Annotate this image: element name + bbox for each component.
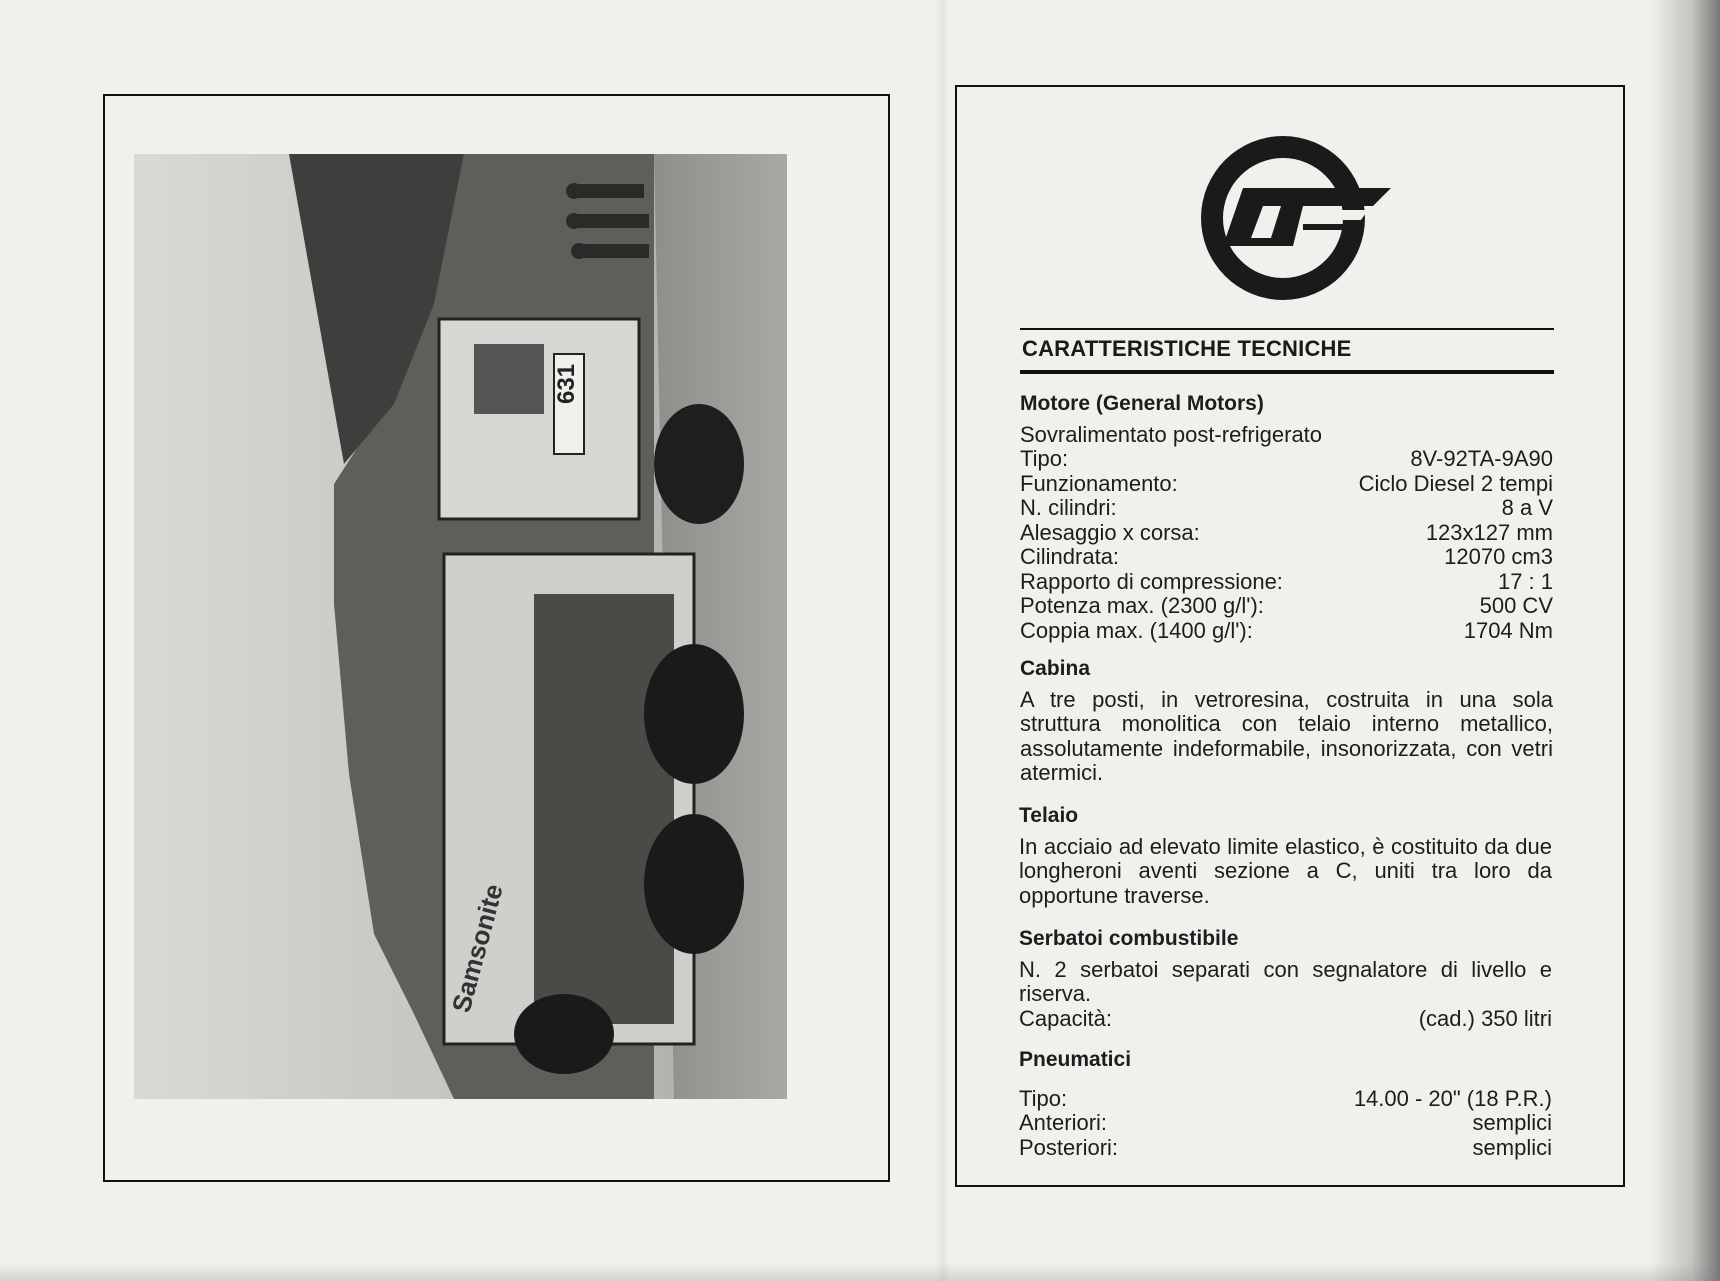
- telaio-text: In acciaio ad elevato limite elastico, è costituito da due longheroni aventi sezione a C, uniti tra loro da opportune traverse.: [1019, 833, 1552, 908]
- row-value: semplici: [1472, 1134, 1552, 1160]
- row-label: Cilindrata:: [1020, 544, 1120, 569]
- row-value: 8 a V: [1501, 495, 1553, 520]
- page-bottom-edge: [0, 1263, 1720, 1281]
- rally-truck-photo: [134, 154, 787, 1099]
- row-value: semplici: [1472, 1110, 1552, 1135]
- row-label: Coppia max. (1400 g/l'):: [1020, 617, 1253, 643]
- row-value: (cad.) 350 litri: [1418, 1005, 1552, 1031]
- spec-row: [1020, 447, 1553, 472]
- section-motore: [1020, 392, 1553, 643]
- spec-row: [1020, 594, 1553, 619]
- motore-heading: Motore (General Motors): [1020, 392, 1264, 415]
- cabina-heading: Cabina: [1020, 657, 1091, 680]
- section-telaio: [1019, 804, 1552, 908]
- row-label: Tipo:: [1019, 1085, 1068, 1111]
- spec-row: [1019, 1087, 1552, 1112]
- spec-row: [1020, 570, 1553, 595]
- section-serbatoi: [1019, 927, 1552, 1031]
- spec-title: CARATTERISTICHE TECNICHE: [1022, 336, 1352, 361]
- truck-number: 631: [553, 363, 580, 404]
- row-value: 12070 cm3: [1444, 544, 1553, 569]
- row-value: 17 : 1: [1497, 568, 1553, 594]
- row-value: Ciclo Diesel 2 tempi: [1358, 470, 1553, 496]
- section-cabina: [1020, 657, 1553, 786]
- motore-subtitle: Sovralimentato post-refrigerato: [1020, 421, 1323, 447]
- row-label: Funzionamento:: [1020, 470, 1178, 496]
- row-label: Alesaggio x corsa:: [1020, 519, 1200, 545]
- spec-row: [1019, 1007, 1552, 1032]
- row-value: 123x127 mm: [1425, 519, 1553, 545]
- page-edge-shadow: [1650, 0, 1720, 1281]
- row-label: Capacità:: [1019, 1005, 1112, 1031]
- spec-row: [1019, 1136, 1552, 1161]
- sponsor-text: Samsonite: [445, 880, 509, 1016]
- spec-row: [1020, 472, 1553, 497]
- serbatoi-text: N. 2 serbatoi separati con segnalatore di livello e riserva.: [1019, 956, 1552, 1006]
- telaio-heading: Telaio: [1019, 804, 1079, 827]
- row-label: Anteriori:: [1019, 1110, 1108, 1135]
- spec-row: [1020, 619, 1553, 644]
- row-label: Posteriori:: [1019, 1134, 1119, 1160]
- cabina-text: A tre posti, in vetroresina, costruita in una sola struttura monolitica con telaio interno metallico, assolutamente indeformabile, insonorizzata, con vetri atermici.: [1020, 686, 1553, 785]
- title-rule-top: [1020, 328, 1554, 330]
- center-fold: [936, 0, 950, 1281]
- row-value: 8V-92TA-9A90: [1410, 446, 1553, 471]
- pneumatici-heading: Pneumatici: [1019, 1048, 1132, 1071]
- section-pneumatici: [1019, 1048, 1552, 1160]
- row-label: Rapporto di compressione:: [1020, 568, 1283, 594]
- row-label: N. cilindri:: [1020, 495, 1117, 520]
- title-rule-bottom: [1020, 370, 1554, 374]
- row-label: Tipo:: [1020, 446, 1069, 471]
- spec-row: [1020, 496, 1553, 521]
- spec-row: [1020, 521, 1553, 546]
- row-value: 14.00 - 20" (18 P.R.): [1353, 1085, 1552, 1111]
- spec-row: [1020, 545, 1553, 570]
- company-logo-icon: [1183, 128, 1399, 308]
- row-label: Potenza max. (2300 g/l'):: [1020, 593, 1264, 618]
- spec-row: [1019, 1111, 1552, 1136]
- serbatoi-heading: Serbatoi combustibile: [1019, 927, 1239, 950]
- row-value: 500 CV: [1479, 593, 1553, 618]
- row-value: 1704 Nm: [1463, 617, 1553, 643]
